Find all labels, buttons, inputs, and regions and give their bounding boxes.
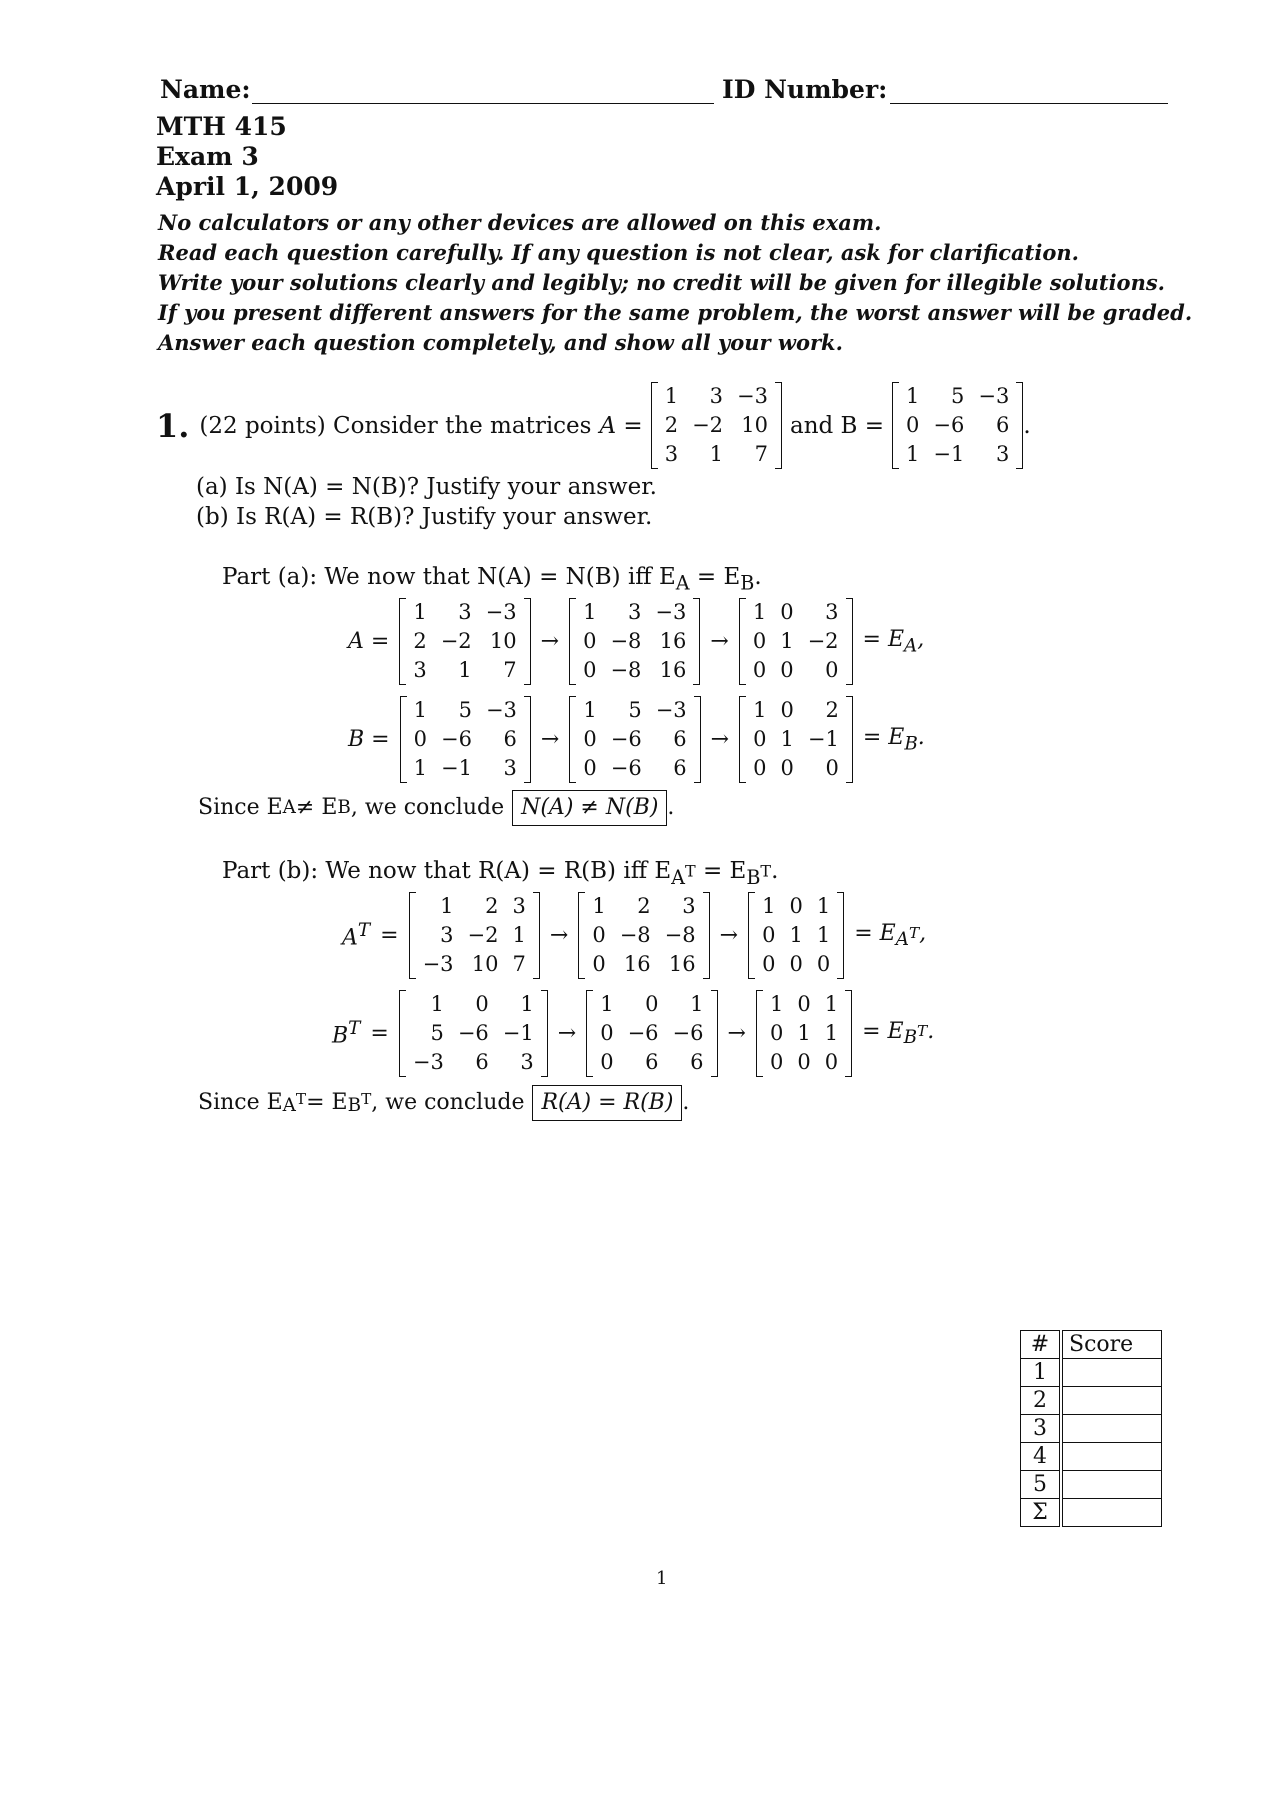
matrix-row — [899, 382, 1016, 411]
result-eb: = $E_B$. — [862, 724, 925, 755]
matrix-entry: 2 — [664, 413, 679, 437]
matrix-grid — [576, 598, 693, 685]
matrix-entry: 0 — [592, 952, 606, 976]
left-bracket — [399, 990, 406, 1077]
matrix-entry: 0 — [753, 727, 767, 751]
matrix-entry: 0 — [600, 1021, 614, 1045]
matrix-entry: 1 — [413, 600, 427, 624]
matrix-entry: 1 — [780, 727, 794, 751]
matrix-entry: 16 — [659, 629, 687, 653]
name-field-line[interactable] — [252, 103, 714, 104]
matrix-row — [899, 440, 1016, 469]
matrix-row — [406, 1019, 541, 1048]
matrix-grid — [593, 990, 710, 1077]
matrix-row — [585, 921, 702, 950]
right-bracket — [524, 598, 531, 685]
matrix-row — [593, 1019, 710, 1048]
result-ebt: = $E_{B^T}$. — [862, 1018, 935, 1049]
matrix-row — [755, 921, 837, 950]
score-cell[interactable] — [1061, 1443, 1162, 1471]
matrix-row — [416, 921, 533, 950]
matrix-a — [651, 382, 782, 469]
matrix-grid — [746, 696, 846, 783]
matrix-entry: 0 — [592, 923, 606, 947]
matrix-entry: 0 — [825, 658, 839, 682]
matrix-entry: 0 — [825, 756, 839, 780]
matrix-entry: 3 — [825, 600, 839, 624]
matrix-entry: 0 — [583, 756, 597, 780]
matrix-entry: 7 — [754, 442, 768, 466]
left-bracket — [569, 696, 576, 783]
matrix-entry: 1 — [512, 923, 526, 947]
matrix-entry: 0 — [816, 952, 831, 976]
matrix-entry: −2 — [467, 923, 499, 947]
matrix-entry: 0 — [769, 1021, 784, 1045]
matrix-row — [406, 598, 523, 627]
matrix-entry: 1 — [583, 698, 597, 722]
matrix-row — [658, 411, 775, 440]
matrix-entry: 1 — [664, 384, 679, 408]
matrix-entry: 2 — [637, 894, 651, 918]
matrix-at-step-3 — [748, 892, 844, 979]
score-table-header — [1021, 1331, 1162, 1359]
matrix-grid — [755, 892, 837, 979]
matrix-entry: 1 — [824, 992, 839, 1016]
matrix-row — [746, 656, 846, 685]
part-b-intro: Part (b): We now that R(A) = R(B) iff $E_{A^T} = E_{B^T}$. — [222, 858, 779, 889]
score-cell[interactable] — [1061, 1415, 1162, 1443]
exam-title: Exam 3 — [156, 142, 259, 171]
matrix-entry: 10 — [741, 413, 768, 437]
right-bracket — [533, 892, 540, 979]
matrix-b-step-2 — [569, 696, 700, 783]
matrix-row — [406, 627, 523, 656]
instruction-line: Answer each question completely, and show all your work. — [158, 330, 843, 355]
matrix-row — [763, 1019, 845, 1048]
id-label: ID Number: — [722, 75, 888, 104]
left-bracket — [651, 382, 658, 469]
part-b-row-bt: $B^T$ = 1 0 1 5 −6 −1 −3 6 3 → 1 0 1 0 −6 −6 0 6 6 → 1 0 1 0 1 1 0 0 0 = $E_{B^T}$. — [332, 990, 944, 1077]
conclusion-box-a: N(A) ≠ N(B) — [512, 790, 667, 826]
matrix-entry: 1 — [592, 894, 606, 918]
matrix-entry: 5 — [430, 1021, 444, 1045]
matrix-row — [406, 1048, 541, 1077]
matrix-entry: −6 — [933, 413, 965, 437]
score-cell[interactable] — [1061, 1499, 1162, 1527]
matrix-entry: 10 — [489, 629, 517, 653]
matrix-entry: 3 — [709, 384, 724, 408]
right-bracket — [846, 598, 853, 685]
matrix-entry: 1 — [520, 992, 534, 1016]
matrix-entry: 0 — [752, 658, 767, 682]
matrix-entry: −3 — [485, 698, 517, 722]
matrix-entry: 2 — [485, 894, 499, 918]
matrix-entry: −8 — [610, 658, 642, 682]
matrix-entry: −2 — [807, 629, 839, 653]
matrix-entry: −6 — [457, 1021, 489, 1045]
matrix-entry: 1 — [440, 894, 454, 918]
left-bracket — [739, 696, 746, 783]
matrix-a-step-2 — [569, 598, 700, 685]
matrix-entry: 0 — [583, 629, 597, 653]
matrix-grid — [406, 990, 541, 1077]
table-row: 5 — [1021, 1471, 1162, 1499]
matrix-entry: 0 — [583, 727, 597, 751]
matrix-entry: 10 — [471, 952, 499, 976]
matrix-entry: 5 — [951, 384, 965, 408]
matrix-entry: 16 — [659, 658, 687, 682]
matrix-entry: 1 — [762, 894, 776, 918]
matrix-row — [593, 990, 710, 1019]
left-bracket — [892, 382, 899, 469]
matrix-entry: 7 — [503, 658, 517, 682]
matrix-entry: 6 — [995, 413, 1010, 437]
matrix-entry: 1 — [690, 992, 704, 1016]
matrix-entry: −3 — [422, 952, 454, 976]
matrix-row — [585, 950, 702, 979]
matrix-entry: 3 — [628, 600, 642, 624]
matrix-row — [406, 656, 523, 685]
right-bracket — [837, 892, 844, 979]
matrix-bt-step-3 — [756, 990, 852, 1077]
question-b: (b) Is R(A) = R(B)? Justify your answer. — [196, 504, 653, 530]
score-cell[interactable] — [1061, 1471, 1162, 1499]
matrix-row — [407, 696, 524, 725]
matrix-entry: 1 — [769, 992, 784, 1016]
matrix-entry: −6 — [610, 727, 642, 751]
matrix-entry: −6 — [610, 756, 642, 780]
right-bracket — [711, 990, 718, 1077]
course-title: MTH 415 — [156, 112, 287, 141]
matrix-row — [576, 696, 693, 725]
matrix-entry: 3 — [440, 923, 454, 947]
matrix-entry: 0 — [645, 992, 659, 1016]
matrix-entry: 1 — [413, 698, 427, 722]
conclusion-box-b: R(A) = R(B) — [532, 1085, 682, 1121]
matrix-entry: 0 — [475, 992, 489, 1016]
matrix-grid — [899, 382, 1016, 469]
matrix-entry: −1 — [440, 756, 472, 780]
matrix-row — [746, 754, 846, 783]
matrix-grid — [763, 990, 845, 1077]
matrix-entry: 6 — [475, 1050, 489, 1074]
matrix-at-step-2 — [578, 892, 709, 979]
table-row: Σ — [1021, 1499, 1162, 1527]
right-bracket — [1016, 382, 1023, 469]
matrix-entry: 1 — [430, 992, 444, 1016]
problem-number: 1. — [156, 406, 190, 445]
matrix-row — [755, 950, 837, 979]
matrix-entry: 0 — [762, 952, 776, 976]
matrix-entry: 6 — [673, 756, 687, 780]
matrix-entry: −3 — [978, 384, 1010, 408]
matrix-entry: 0 — [752, 629, 767, 653]
question-a: (a) Is N(A) = N(B)? Justify your answer. — [196, 474, 657, 500]
matrix-row — [593, 1048, 710, 1077]
matrix-entry: −3 — [737, 384, 768, 408]
matrix-entry: −8 — [619, 923, 651, 947]
matrix-entry: 3 — [682, 894, 696, 918]
matrix-entry: −6 — [627, 1021, 659, 1045]
matrix-b-step-3 — [739, 696, 853, 783]
matrix-at-step-1 — [409, 892, 540, 979]
matrix-entry: 1 — [752, 600, 767, 624]
matrix-row — [407, 725, 524, 754]
matrix-entry: −2 — [440, 629, 472, 653]
matrix-entry: −3 — [412, 1050, 444, 1074]
matrix-entry: 6 — [645, 1050, 659, 1074]
instructions — [158, 208, 1192, 358]
matrix-row — [763, 1048, 845, 1077]
matrix-entry: 0 — [762, 923, 776, 947]
score-header-score: Score — [1061, 1331, 1162, 1359]
matrix-row — [576, 754, 693, 783]
matrix-entry: 1 — [709, 442, 724, 466]
table-row: 3 — [1021, 1415, 1162, 1443]
matrix-entry: 1 — [816, 894, 831, 918]
matrix-entry: 1 — [583, 600, 597, 624]
part-b-row-at: $A^T$ = 1 2 3 3 −2 1 −3 10 7 → 1 2 3 0 −8 −8 0 16 16 → 1 0 1 0 1 1 0 0 0 = $E_{A^T}$, — [342, 892, 936, 979]
matrix-entry: 0 — [769, 1050, 784, 1074]
matrix-entry: 5 — [628, 698, 642, 722]
matrix-entry: 6 — [673, 727, 687, 751]
matrix-entry: 1 — [753, 698, 767, 722]
part-a-intro: Part (a): We now that N(A) = N(B) iff $E_A = E_B$. — [222, 564, 762, 595]
part-b-conclusion: Since E $A^T$ = E $B^T$ , we conclude R(A) = R(B) . — [198, 1084, 689, 1121]
table-row: 1 — [1021, 1359, 1162, 1387]
matrix-b-step-1 — [400, 696, 531, 783]
matrix-grid — [407, 696, 524, 783]
matrix-grid — [406, 598, 523, 685]
right-bracket — [694, 696, 701, 783]
matrix-row — [576, 656, 693, 685]
matrix-grid — [746, 598, 846, 685]
matrix-entry: 0 — [780, 756, 794, 780]
right-bracket — [524, 696, 531, 783]
matrix-row — [763, 990, 845, 1019]
matrix-row — [576, 725, 693, 754]
matrix-row — [658, 382, 775, 411]
name-label: Name: — [160, 75, 251, 104]
matrix-entry: 6 — [503, 727, 517, 751]
score-cell[interactable] — [1061, 1387, 1162, 1415]
matrix-entry: 0 — [583, 658, 597, 682]
matrix-entry: 3 — [512, 894, 526, 918]
instruction-line: Write your solutions clearly and legibly; no credit will be given for illegible solutions. — [158, 270, 1165, 295]
matrix-entry: 0 — [797, 992, 811, 1016]
left-bracket — [739, 598, 746, 685]
matrix-entry: 1 — [824, 1021, 839, 1045]
score-header-num: # — [1021, 1331, 1062, 1359]
matrix-entry: 1 — [600, 992, 614, 1016]
instruction-line: No calculators or any other devices are allowed on this exam. — [158, 210, 882, 235]
matrix-entry: −3 — [655, 698, 687, 722]
matrix-entry: −3 — [655, 600, 687, 624]
matrix-entry: 0 — [780, 698, 794, 722]
matrix-entry: 1 — [413, 756, 427, 780]
matrix-entry: 0 — [753, 756, 767, 780]
matrix-row — [576, 627, 693, 656]
matrix-entry: 0 — [780, 600, 794, 624]
left-bracket — [399, 598, 406, 685]
matrix-entry: 1 — [906, 384, 920, 408]
matrix-entry: 0 — [413, 727, 427, 751]
matrix-entry: 0 — [780, 658, 794, 682]
id-field-line[interactable] — [890, 103, 1168, 104]
matrix-entry: −1 — [502, 1021, 534, 1045]
matrix-row — [746, 627, 846, 656]
matrix-entry: 5 — [458, 698, 472, 722]
matrix-entry: −3 — [485, 600, 517, 624]
matrix-bt-step-2 — [586, 990, 717, 1077]
matrix-row — [576, 598, 693, 627]
problem-intro: (22 points) Consider the matrices — [199, 412, 592, 439]
matrix-row — [407, 754, 524, 783]
matrix-row — [899, 411, 1016, 440]
score-cell[interactable] — [1061, 1359, 1162, 1387]
page-number: 1 — [656, 1568, 668, 1589]
left-bracket — [586, 990, 593, 1077]
matrix-b-label: and B = — [790, 412, 885, 439]
matrix-entry: 0 — [600, 1050, 614, 1074]
matrix-row — [658, 440, 775, 469]
matrix-entry: 1 — [780, 629, 794, 653]
result-ea: = $E_A$, — [862, 626, 925, 657]
left-bracket — [400, 696, 407, 783]
right-bracket — [846, 696, 853, 783]
matrix-entry: 1 — [789, 923, 803, 947]
right-bracket — [693, 598, 700, 685]
exam-date: April 1, 2009 — [156, 172, 339, 201]
result-eat: = $E_{A^T}$, — [854, 920, 927, 951]
matrix-entry: 0 — [824, 1050, 839, 1074]
matrix-entry: −2 — [692, 413, 724, 437]
left-bracket — [409, 892, 416, 979]
matrix-entry: 3 — [458, 600, 472, 624]
matrix-entry: −1 — [933, 442, 965, 466]
matrix-entry: 0 — [789, 952, 803, 976]
instruction-line: If you present different answers for the same problem, the worst answer will be graded. — [158, 300, 1193, 325]
matrix-entry: 3 — [413, 658, 427, 682]
matrix-entry: 1 — [458, 658, 472, 682]
matrix-entry: −1 — [807, 727, 839, 751]
right-bracket — [703, 892, 710, 979]
left-bracket — [756, 990, 763, 1077]
matrix-entry: 2 — [825, 698, 839, 722]
matrix-entry: −6 — [672, 1021, 704, 1045]
matrix-row — [746, 598, 846, 627]
matrix-entry: 3 — [664, 442, 679, 466]
left-bracket — [569, 598, 576, 685]
matrix-entry: 3 — [995, 442, 1010, 466]
matrix-entry: 0 — [789, 894, 803, 918]
part-a-row-a: A = 1 3 −3 2 −2 10 3 1 7 → 1 3 −3 0 −8 16 0 −8 16 → 1 0 3 0 1 −2 0 0 0 = $E_A$, — [348, 598, 934, 685]
matrix-entry: 1 — [797, 1021, 811, 1045]
matrix-row — [746, 725, 846, 754]
matrix-entry: 0 — [797, 1050, 811, 1074]
matrix-row — [416, 950, 533, 979]
matrix-entry: −8 — [664, 923, 696, 947]
matrix-row — [746, 696, 846, 725]
matrix-entry: 0 — [906, 413, 920, 437]
right-bracket — [775, 382, 782, 469]
matrix-entry: 3 — [503, 756, 517, 780]
right-bracket — [541, 990, 548, 1077]
matrix-grid — [416, 892, 533, 979]
matrix-grid — [576, 696, 693, 783]
matrix-row — [406, 990, 541, 1019]
matrix-bt-step-1 — [399, 990, 548, 1077]
matrix-entry: 7 — [512, 952, 526, 976]
score-table — [1020, 1330, 1162, 1527]
matrix-grid — [585, 892, 702, 979]
matrix-entry: −8 — [610, 629, 642, 653]
instruction-line: Read each question carefully. If any question is not clear, ask for clarification. — [158, 240, 1079, 265]
left-bracket — [748, 892, 755, 979]
matrix-row — [585, 892, 702, 921]
matrix-entry: 2 — [413, 629, 427, 653]
matrix-entry: 1 — [816, 923, 831, 947]
table-row: 2 — [1021, 1387, 1162, 1415]
part-a-conclusion: Since E A ≠ E B , we conclude N(A) ≠ N(B) . — [198, 790, 674, 826]
matrix-grid — [658, 382, 775, 469]
right-bracket — [845, 990, 852, 1077]
matrix-row — [755, 892, 837, 921]
problem-statement — [156, 382, 1031, 469]
problem-period: . — [1023, 412, 1031, 439]
matrix-entry: 16 — [623, 952, 651, 976]
left-bracket — [578, 892, 585, 979]
matrix-row — [416, 892, 533, 921]
matrix-a-step-3 — [739, 598, 853, 685]
matrix-entry: 16 — [668, 952, 696, 976]
matrix-a-label: A = — [599, 412, 643, 439]
matrix-b — [892, 382, 1023, 469]
part-a-row-b: B = 1 5 −3 0 −6 6 1 −1 3 → 1 5 −3 0 −6 6 0 −6 6 → 1 0 2 0 1 −1 0 0 0 = $E_B$. — [348, 696, 935, 783]
matrix-entry: 6 — [690, 1050, 704, 1074]
matrix-a-step-1 — [399, 598, 530, 685]
matrix-entry: 1 — [906, 442, 920, 466]
matrix-entry: −6 — [440, 727, 472, 751]
matrix-entry: 3 — [520, 1050, 534, 1074]
table-row: 4 — [1021, 1443, 1162, 1471]
